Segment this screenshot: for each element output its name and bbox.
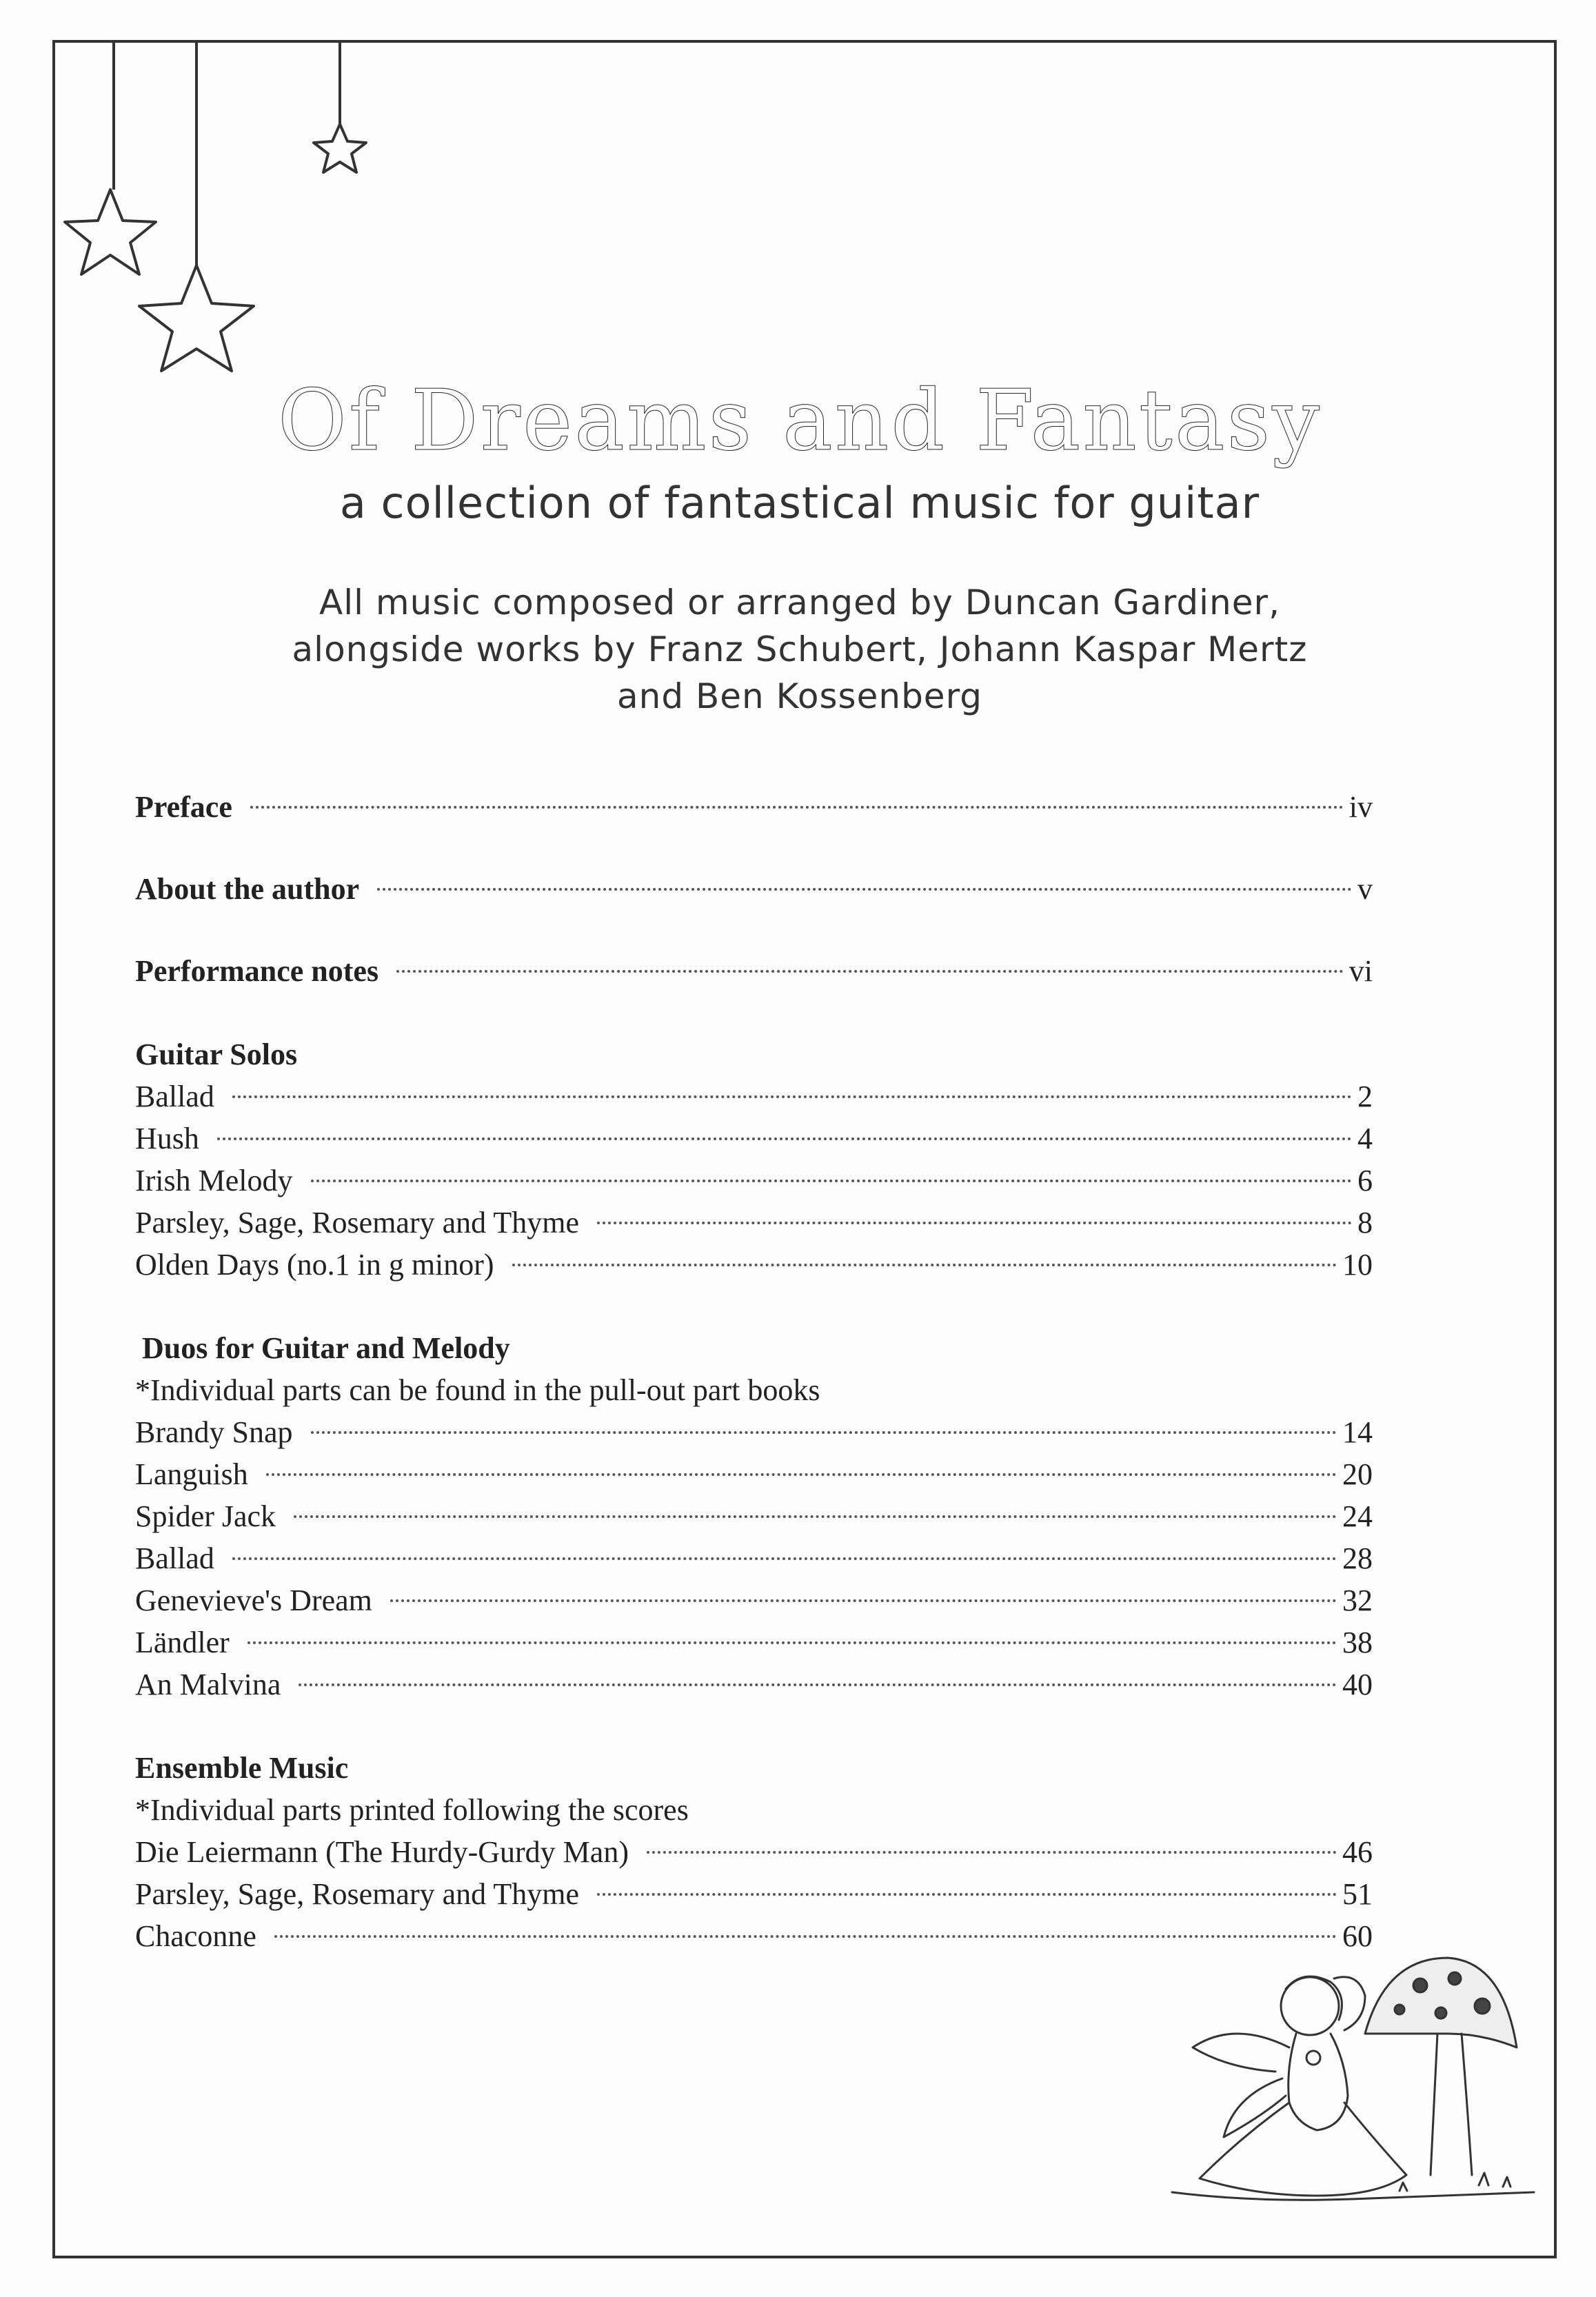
toc-entry-label: Olden Days (no.1 in g minor)	[135, 1248, 494, 1282]
dot-leader	[311, 1180, 1352, 1182]
small-star-illustration	[296, 0, 379, 179]
credits	[276, 579, 1324, 720]
toc-entry	[135, 1579, 1373, 1621]
table-of-contents	[135, 786, 1373, 1957]
toc-entry-page: 20	[1342, 1457, 1373, 1491]
toc-entry-label: Spider Jack	[135, 1499, 276, 1533]
dot-leader	[232, 1557, 1337, 1560]
star-icon	[314, 124, 366, 172]
fairy-mushroom-illustration	[1158, 1930, 1544, 2227]
toc-entry-page: 24	[1342, 1499, 1373, 1533]
toc-entry-page: vi	[1348, 954, 1373, 988]
credits-line: and Ben Kossenberg	[617, 676, 982, 716]
section-title: Guitar Solos	[135, 1038, 298, 1071]
toc-entry-label: Ballad	[135, 1080, 214, 1113]
toc-entry-label: Irish Melody	[135, 1164, 293, 1197]
toc-entry-page: 32	[1342, 1583, 1373, 1617]
toc-entry	[135, 1663, 1373, 1706]
toc-entry-label: Hush	[135, 1122, 199, 1155]
section-title: Duos for Guitar and Melody	[142, 1331, 510, 1365]
fairy-dress	[1200, 2103, 1406, 2196]
dot-leader	[232, 1095, 1352, 1098]
toc-entry-label: Ländler	[135, 1626, 230, 1659]
toc-entry-label: Parsley, Sage, Rosemary and Thyme	[135, 1206, 579, 1239]
toc-entry	[135, 1831, 1373, 1873]
star-icon	[65, 190, 156, 274]
toc-entry	[135, 1495, 1373, 1537]
credits-line: alongside works by Franz Schubert, Johann Kaspar Mertz	[292, 629, 1308, 669]
toc-entry-label: Chaconne	[135, 1919, 256, 1953]
section-title: Ensemble Music	[135, 1751, 349, 1785]
toc-entry-label: An Malvina	[135, 1668, 281, 1701]
dot-leader	[597, 1893, 1337, 1896]
toc-entry-page: 4	[1357, 1122, 1373, 1155]
toc-entry	[135, 1244, 1373, 1286]
toc-entry-label: Parsley, Sage, Rosemary and Thyme	[135, 1877, 579, 1911]
mushroom-cap	[1365, 1958, 1517, 2047]
toc-entry-label: Preface	[135, 790, 232, 824]
dot-leader	[597, 1222, 1352, 1224]
fairy-body	[1289, 2034, 1348, 2130]
title-block	[276, 369, 1324, 534]
toc-entry-page: 14	[1342, 1415, 1373, 1449]
book-title: Of Dreams and Fantasy	[277, 372, 1322, 469]
dot-leader	[377, 888, 1352, 891]
toc-entry-performance-notes	[135, 950, 1373, 992]
toc-entry-label: Die Leiermann (The Hurdy-Gurdy Man)	[135, 1835, 629, 1869]
mushroom-stem	[1431, 2034, 1472, 2175]
toc-entry	[135, 1411, 1373, 1453]
toc-entry-label: Ballad	[135, 1541, 214, 1575]
dot-leader	[311, 1431, 1337, 1434]
toc-entry-page: 6	[1357, 1164, 1373, 1197]
toc-entry-label: About the author	[135, 872, 360, 906]
credits-line: All music composed or arranged by Duncan Gardiner,	[319, 583, 1280, 623]
dot-leader	[299, 1683, 1337, 1686]
toc-entry-page: 46	[1342, 1835, 1373, 1869]
dot-leader	[248, 1641, 1337, 1644]
section-ensemble-music	[135, 1747, 1373, 1957]
toc-entry-about-the-author	[135, 868, 1373, 910]
toc-entry	[135, 1202, 1373, 1244]
dot-leader	[396, 970, 1344, 973]
toc-entry-page: 40	[1342, 1668, 1373, 1701]
toc-entry-label: Languish	[135, 1457, 248, 1491]
dot-leader	[250, 806, 1344, 809]
fairy-wing	[1193, 2034, 1289, 2072]
section-duos	[135, 1327, 1373, 1706]
toc-entry	[135, 1453, 1373, 1495]
dot-leader	[266, 1473, 1337, 1476]
toc-entry-page: 60	[1342, 1919, 1373, 1953]
toc-entry-page: 10	[1342, 1248, 1373, 1282]
toc-entry	[135, 1537, 1373, 1579]
toc-entry	[135, 1117, 1373, 1160]
toc-entry-page: iv	[1348, 790, 1373, 824]
toc-entry	[135, 1621, 1373, 1663]
toc-entry	[135, 1160, 1373, 1202]
dot-leader	[217, 1137, 1352, 1140]
dot-leader	[512, 1264, 1337, 1266]
dot-leader	[390, 1599, 1337, 1602]
toc-entry-page: 51	[1342, 1877, 1373, 1911]
dot-leader	[294, 1515, 1337, 1518]
dot-leader	[647, 1851, 1337, 1854]
toc-entry-preface	[135, 786, 1373, 828]
toc-entry	[135, 1075, 1373, 1117]
toc-entry-page: v	[1357, 872, 1373, 906]
toc-entry-page: 38	[1342, 1626, 1373, 1659]
toc-entry-page: 8	[1357, 1206, 1373, 1239]
toc-entry-page: 2	[1357, 1080, 1373, 1113]
section-note: *Individual parts can be found in the pull-out part books	[135, 1373, 820, 1407]
book-subtitle: a collection of fantastical music for guitar	[339, 478, 1260, 528]
toc-entry-label: Performance notes	[135, 954, 379, 988]
section-note: *Individual parts printed following the scores	[135, 1793, 689, 1827]
section-guitar-solos	[135, 1033, 1373, 1286]
toc-entry-label: Brandy Snap	[135, 1415, 293, 1449]
toc-entry-page: 28	[1342, 1541, 1373, 1575]
hanging-stars-illustration	[0, 0, 290, 427]
star-icon	[139, 265, 254, 371]
toc-entry	[135, 1873, 1373, 1915]
toc-entry-label: Genevieve's Dream	[135, 1583, 372, 1617]
